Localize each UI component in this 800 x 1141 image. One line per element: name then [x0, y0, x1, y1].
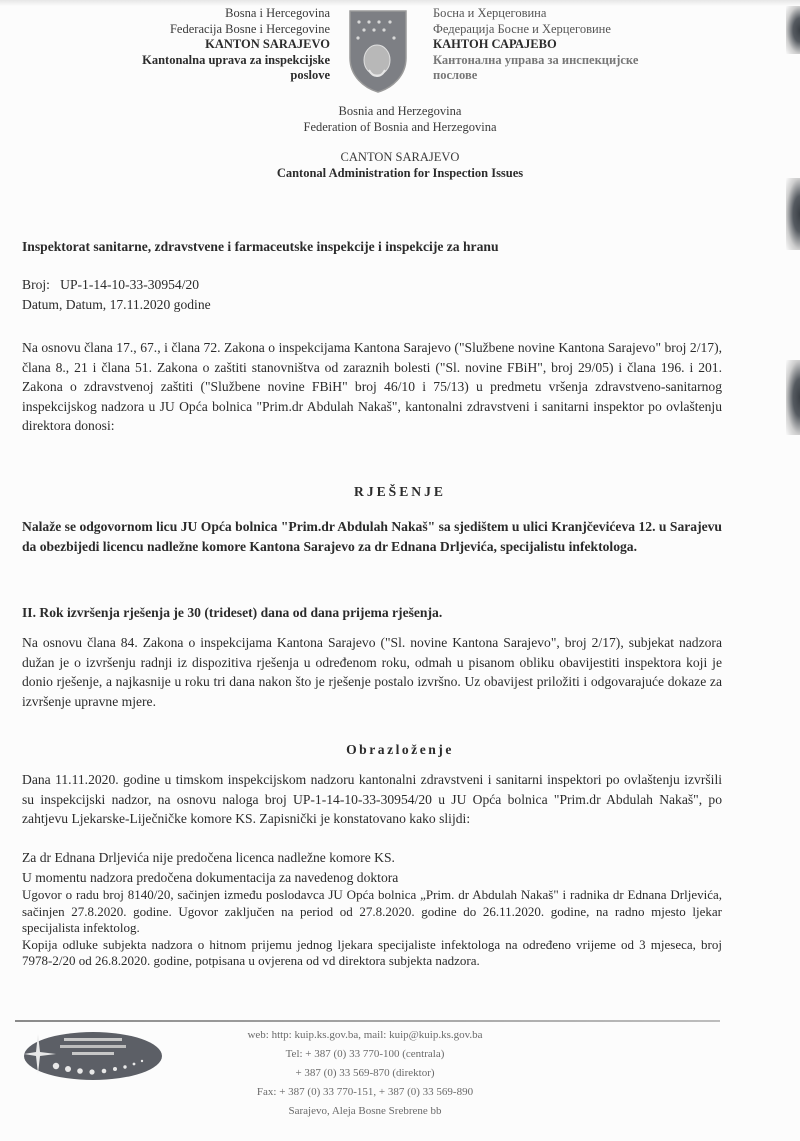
finding-item: Ugovor o radu broj 8140/20, sačinjen između poslodavca JU Opća bolnica „Prim. dr Abdulah Nakaš" i radnika dr Ednana Drljevića, sačinjen 27.8.2020. godine. Ugovor zaključen na period od 27.8.2020. godine do 26.11.2020. godine, na radno mjesto ljekar specijalista infektolog.: [22, 887, 722, 935]
scan-edge-shadow: [786, 178, 800, 250]
document-date: Datum, Datum, 17.11.2020 godine: [22, 296, 211, 312]
reasoning-paragraph: Dana 11.11.2020. godine u timskom inspekcijskom nadzoru kantonalni zdravstveni i sanitarni inspektori po ovlaštenju izvršili su inspekcijski nadzor, na osnovu naloga broj UP-1-14-10-33-30954/20 u JU Opća bolnica "Prim.dr Abdulah Nakaš", po zahtjevu Ljekarske-Liječničke komore KS. Zapisnički je konstatovano kako slijdi:: [22, 772, 722, 826]
legal-basis-paragraph: Na osnovu člana 17., 67., i člana 72. Zakona o inspekcijama Kantona Sarajevo ("Službene novine Kantona Sarajevo" broj 2/17), člana 8., 21 i člana 51. Zakona o zaštiti stanovništva od zaraznih bolesti ("Sl. novine FBiH", broj 29/05) i člana 196. i 201. Zakona o zdravstvenoj zaštiti ("Službene novine FBiH" broj 46/10 i 75/13) u predmetu vršenja zdravstveno-sanitarnog inspekcijskog nadzora u JU Opća bolnica "Prim.dr Abdulah Nakaš", kantonalni zdravstveni i sanitarni inspektor po ovlaštenju direktora donosi:: [22, 340, 722, 433]
header-country: Bosna i Hercegovina: [225, 6, 330, 20]
header-federation: Federacija Bosne i Hercegovine: [169, 21, 330, 36]
header-canton: KANTON SARAJEVO: [205, 37, 330, 51]
header-canton-cyr: КАНТОН САРАЈЕВО: [433, 37, 557, 51]
broj-value: UP-1-14-10-33-30954/20: [60, 277, 200, 292]
finding-item: Za dr Ednana Drljevića nije predočena licenca nadležne komore KS.: [22, 850, 395, 865]
footer-tel-director: + 387 (0) 33 569-870 (direktor): [295, 1067, 435, 1079]
header-administration-cont: poslove: [290, 68, 330, 82]
header-administration-cyr: Кантонална управа за инспекцијске: [433, 52, 639, 67]
inspectorate-name: Inspektorat sanitarne, zdravstvene i farmaceutske inspekcije i inspekcije za hranu: [22, 239, 499, 254]
decision-title: RJEŠENJE: [354, 484, 446, 499]
footer-fax: Fax: + 387 (0) 33 770-151, + 387 (0) 33 569-890: [256, 1086, 474, 1098]
document-reference: [22, 275, 722, 314]
header-country-cyr: Босна и Херцеговина: [433, 6, 547, 20]
deadline-text: II. Rok izvršenja rješenja je 30 (trideset) dana od dana prijema rješenja.: [22, 605, 443, 620]
scan-edge-shadow: [786, 6, 800, 54]
reasoning-title: Obrazloženje: [346, 742, 454, 757]
scan-top-shadow: [0, 0, 800, 6]
scan-edge-shadow: [786, 360, 800, 435]
footer-divider: [15, 1020, 720, 1022]
footer-web-mail: web: http: kuip.ks.gov.ba, mail: kuip@kuip.ks.gov.ba: [247, 1029, 483, 1041]
header-federation-en: Federation of Bosnia and Herzegovina: [303, 119, 497, 134]
header-administration-cyr-cont: послове: [433, 68, 478, 82]
footer-address: Sarajevo, Aleja Bosne Srebrene bb: [288, 1105, 442, 1117]
header-administration: Kantonalna uprava za inspekcijske: [142, 52, 330, 67]
findings-list: [22, 848, 722, 970]
footer-tel-central: Tel: + 387 (0) 33 770-100 (centrala): [285, 1048, 445, 1060]
footer-contact: [200, 1026, 530, 1121]
certification-logo-icon: [22, 1030, 164, 1082]
finding-item: Kopija odluke subjekta nadzora o hitnom prijemu jednog ljekara specijaliste infektologa na određeno vrijeme od 3 mjeseca, broj 7978-2/20 od 26.8.2020. godine, potpisana u ovjerena od vd direktora subjekta nadzora.: [22, 936, 722, 968]
coat-of-arms-icon: [347, 8, 409, 94]
obligation-paragraph: Na osnovu člana 84. Zakona o inspekcijama Kantona Sarajevo ("Sl. novine Kantona Sarajevo", broj 2/17), subjekat nadzora dužan je o izvršenju radnji iz dispozitiva rješenja u određenom roku, odmah u pisanom obliku obavijestiti inspektora koji je donio rješenje, a najkasnije u roku tri dana nakon što je rješenje postalo izvršno. Uz obavijest priložiti i odgovarajuće dokaze za izvršenje upravne mjere.: [22, 635, 722, 709]
header-cyrillic: [433, 6, 638, 84]
header-administration-en: Cantonal Administration for Inspection Issues: [276, 165, 524, 180]
header-english-country: [0, 104, 800, 135]
finding-item: U momentu nadzora predočena dokumentacija za navedenog doktora: [22, 869, 399, 885]
header-english-canton: [0, 150, 800, 181]
header-country-en: Bosnia and Herzegovina: [338, 104, 462, 118]
decision-text: Nalaže se odgovornom licu JU Opća bolnica "Prim.dr Abdulah Nakaš" sa sjedištem u ulici Kranjčevićeva 12. u Sarajevu da obezbijedi licencu nadležne komore Kantona Sarajevo za dr Ednana Drljevića, specijalistu infektologa.: [22, 519, 722, 554]
header-latin: [142, 6, 330, 84]
header-federation-cyr: Федерација Босне и Херцеговине: [433, 21, 611, 36]
header-canton-en: CANTON SARAJEVO: [340, 150, 460, 164]
broj-label: Broj:: [22, 277, 50, 292]
